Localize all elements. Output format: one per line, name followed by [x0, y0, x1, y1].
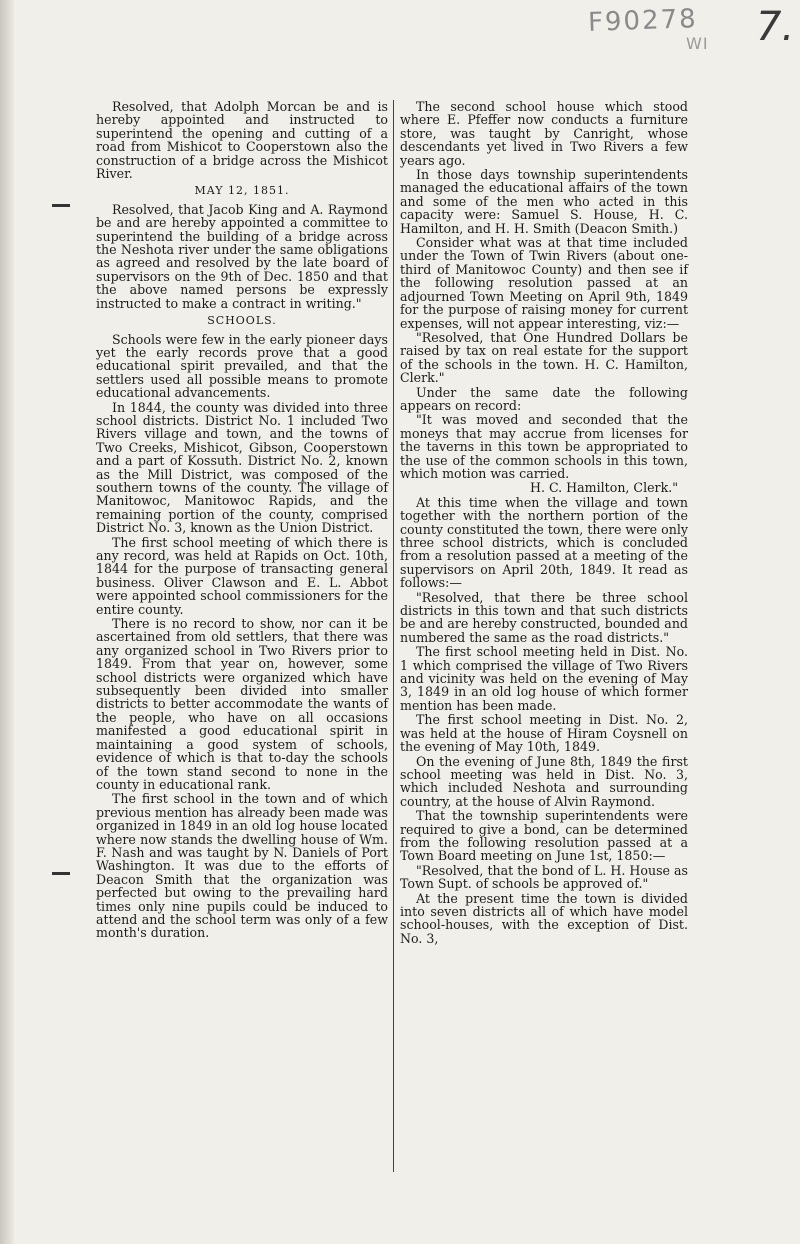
paragraph: Under the same date the following appears on record:: [400, 384, 688, 413]
date-heading: MAY 12, 1851.: [194, 184, 290, 198]
paragraph: The second school house which stood where E. Pfeffer now conducts a furniture store, was taught by Canright, whose descendants yet lived in Two Rivers a few years ago.: [400, 99, 688, 168]
paragraph: Resolved, that Adolph Morcan be and is hereby appointed and instructed to superintend the opening and cutting of a road from Mishicot to Cooperstown also the construction of a bridge across the Mishicot River.: [96, 99, 388, 182]
paragraph: In those days township superintendents managed the educational affairs of the town and some of the men who acted in this capacity were: Samuel S. House, H. C. Hamilton, and H. H. Smith (Deacon Smith.): [400, 167, 688, 236]
handwritten-page-number: 7.: [756, 4, 795, 50]
paragraph: "Resolved, that One Hundred Dollars be raised by tax on real estate for the support of the schools in the town. H. C. Hamilton, Clerk.": [400, 329, 688, 386]
paragraph: The first school meeting in Dist. No. 2, was held at the house of Hiram Coysnell on the evening of May 10th, 1849.: [400, 712, 688, 755]
paragraph: The first school in the town and of which previous mention has already been made was organized in 1849 in an old log house located where now stands the dwelling house of Wm. F. Nash and was taught by N. Daniels of Port Washington. It was due to the efforts of Deacon Smith that the organization was perfected but owing to the prevailing hard times only nine pupils could be induced to attend and the school term was only of a few month's duration.: [96, 791, 388, 941]
paragraph: At the present time the town is divided into seven districts all of which have model school-houses, with the exception of Dist. No. 3,: [400, 890, 688, 946]
margin-mark-icon: [52, 204, 70, 207]
left-column: [96, 100, 388, 941]
paragraph: There is no record to show, nor can it be ascertained from old settlers, that there was any organized school in Two Rivers prior to 1849. From that year on, however, some school districts were organized which have subsequently been divided into smaller districts to better accommodate the wants of the people, who have on all occasions manifested a good educational spirit in maintaining a good system of schools, evidence of which is that to-day the schools of the town stand second to none in the county in educational rank.: [96, 616, 388, 792]
paragraph: The first school meeting of which there is any record, was held at Rapids on Oct. 10th, 1844 for the purpose of transacting general business. Oliver Clawson and E. L. Abbot were appointed school commissioners for the entire county.: [96, 534, 388, 617]
column-divider: [393, 100, 394, 1172]
section-heading-schools: SCHOOLS.: [207, 314, 277, 328]
paragraph: On the evening of June 8th, 1849 the first school meeting was held in Dist. No. 3, which included Neshota and surrounding country, at the house of Alvin Raymond.: [400, 753, 688, 809]
paragraph: "Resolved, that the bond of L. H. House as Town Supt. of schools be approved of.": [400, 862, 688, 892]
paragraph: That the township superintendents were required to give a bond, can be determined from the following resolution passed at a Town Board meeting on June 1st, 1850:—: [400, 808, 688, 864]
handwritten-catalog-id: F90278: [587, 4, 699, 38]
paragraph: At this time when the village and town together with the northern portion of the county constituted the town, there were only three school districts, which is concluded from a resolution passed at a meeting of the supervisors on April 20th, 1849. It read as follows:—: [400, 494, 688, 591]
paragraph: The first school meeting held in Dist. No. 1 which comprised the village of Two Rivers and vicinity was held on the evening of May 3, 1849 in an old log house of which former mention has been made.: [400, 644, 688, 713]
right-column: [400, 100, 688, 946]
clerk-signature: H. C. Hamilton, Clerk.": [530, 480, 678, 496]
paragraph: "Resolved, that there be three school districts in this town and that such districts be and are hereby constructed, bounded and numbered the same as the road districts.": [400, 589, 688, 645]
margin-mark-icon: [52, 872, 70, 875]
handwritten-catalog-sub: WI: [686, 34, 709, 53]
paragraph: In 1844, the county was divided into three school districts. District No. 1 included Two Rivers village and town, and the towns of Two Creeks, Mishicot, Gibson, Cooperstown and a part of Kossuth. District No. 2, known as the Mill District, was composed of the southern towns of the county. The village of Manitowoc, Manitowoc Rapids, and the remaining portion of the county, comprised District No. 3, known as the Union District.: [96, 399, 388, 536]
page-edge-shadow: [0, 0, 14, 1244]
paragraph: Schools were few in the early pioneer days yet the early records prove that a good educational spirit prevailed, and that the settlers used all possible means to promote educational advancements.: [96, 331, 388, 401]
paragraph: Consider what was at that time included under the Town of Twin Rivers (about one-third of Manitowoc County) and then see if the following resolution passed at an adjourned Town Meeting on April 9th, 1849 for the purpose of raising money for current expenses, will not appear interesting, viz:—: [400, 235, 688, 331]
paragraph: Resolved, that Jacob King and A. Raymond be and are hereby appointed a committee to superintend the building of a bridge across the Neshota river under the same obligations as agreed and resolved by the late board of supervisors on the 9th of Dec. 1850 and that the above named persons be expressly instructed to make a contract in writing.": [96, 201, 388, 311]
paragraph: "It was moved and seconded that the moneys that may accrue from licenses for the taverns in this town be appropriated to the use of the common schools in this town, which motion was carried.: [400, 412, 688, 481]
